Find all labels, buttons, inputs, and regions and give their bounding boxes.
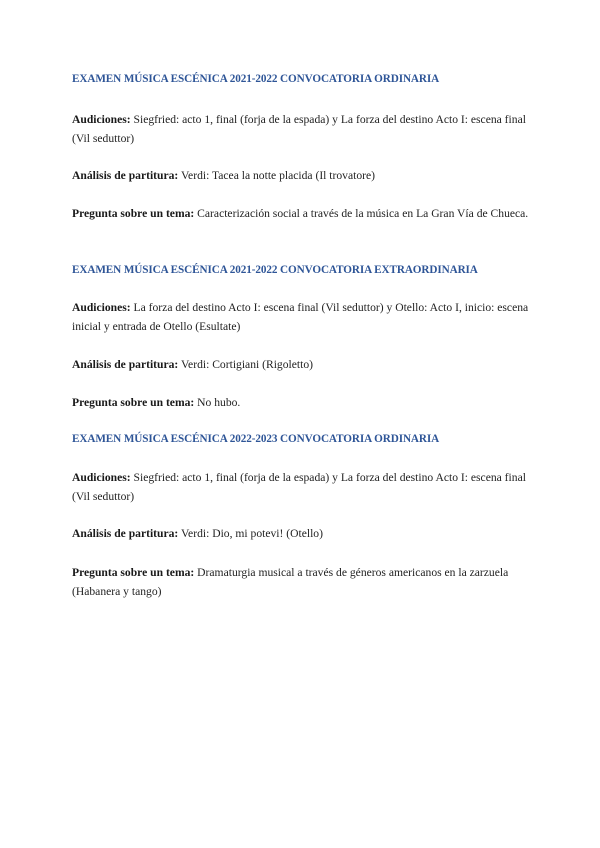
section-heading: EXAMEN MÚSICA ESCÉNICA 2022-2023 CONVOCATORIA ORDINARIA <box>72 433 440 445</box>
pregunta-label: Pregunta sobre un tema: <box>72 207 195 220</box>
pregunta-paragraph <box>72 204 532 223</box>
pregunta-text: Caracterización social a través de la música en La Gran Vía de Chueca. <box>194 207 529 220</box>
analisis-label: Análisis de partitura: <box>72 358 179 371</box>
section-heading: EXAMEN MÚSICA ESCÉNICA 2021-2022 CONVOCATORIA EXTRAORDINARIA <box>72 264 478 276</box>
audiciones-text: La forza del destino Acto I: escena final (Vil seduttor) y Otello: Acto I, inicio: escena inicial y entrada de Otello (Esultate) <box>72 301 529 333</box>
analisis-label: Análisis de partitura: <box>72 169 179 182</box>
pregunta-text: Dramaturgia musical a través de géneros americanos en la zarzuela (Habanera y tango) <box>72 566 509 598</box>
audiciones-text: Siegfried: acto 1, final (forja de la espada) y La forza del destino Acto I: escena final (Vil seduttor) <box>72 471 526 503</box>
audiciones-label: Audiciones: <box>72 301 131 314</box>
pregunta-paragraph <box>72 563 532 601</box>
audiciones-text: Siegfried: acto 1, final (forja de la espada) y La forza del destino Acto I: escena final (Vil seduttor) <box>72 113 526 145</box>
audiciones-paragraph <box>72 468 532 506</box>
section-heading: EXAMEN MÚSICA ESCÉNICA 2021-2022 CONVOCATORIA ORDINARIA <box>72 73 440 85</box>
analisis-paragraph <box>72 166 532 185</box>
analisis-label: Análisis de partitura: <box>72 527 179 540</box>
pregunta-paragraph <box>72 393 532 412</box>
audiciones-paragraph <box>72 298 532 336</box>
audiciones-paragraph <box>72 110 532 148</box>
analisis-paragraph <box>72 524 532 543</box>
analisis-text: Verdi: Dio, mi potevi! (Otello) <box>178 527 323 540</box>
pregunta-label: Pregunta sobre un tema: <box>72 396 195 409</box>
analisis-text: Verdi: Tacea la notte placida (Il trovatore) <box>178 169 376 182</box>
audiciones-label: Audiciones: <box>72 471 131 484</box>
audiciones-label: Audiciones: <box>72 113 131 126</box>
analisis-text: Verdi: Cortigiani (Rigoletto) <box>178 358 313 371</box>
analisis-paragraph <box>72 355 532 374</box>
pregunta-label: Pregunta sobre un tema: <box>72 566 195 579</box>
pregunta-text: No hubo. <box>194 396 241 409</box>
